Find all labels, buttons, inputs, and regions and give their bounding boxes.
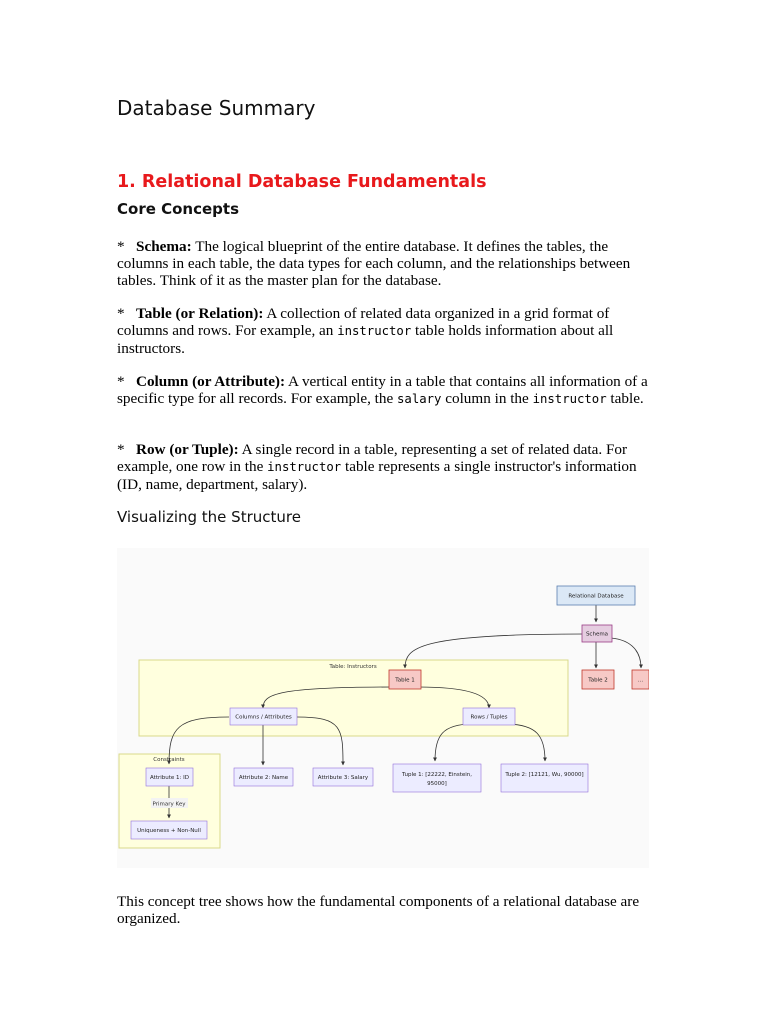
node-label-tuple-2: Tuple 2: [12121, Wu, 90000] [505,772,584,778]
bullet-marker: * [117,441,125,458]
section-heading: 1. Relational Database Fundamentals [117,172,487,192]
node-label-table-1: Table 1 [395,677,415,684]
code-term: salary [397,392,442,406]
concept-term: Table (or Relation): [136,305,264,322]
node-label-tuple-1-line-2: 95000] [427,781,447,787]
concept-text: table. [606,390,644,407]
bullet-marker: * [117,305,125,322]
node-tuple-2 [501,764,588,792]
concept-term: Schema: [136,238,192,255]
code-term: instructor [532,392,607,406]
concept-row [117,441,657,493]
node-tuple-1 [393,764,481,792]
node-label-tuple-1-line-1: Tuple 1: [22222, Einstein, [401,772,473,778]
node-label-ellipsis: ... [637,677,644,684]
concept-text: table holds information about all instructors. [117,322,614,357]
visualizing-heading: Visualizing the Structure [117,508,301,526]
concept-term: Row (or Tuple): [136,441,239,458]
node-label-uniqueness: Uniqueness + Non-Null [137,828,201,834]
concept-table [117,305,657,357]
concept-text: column in the [441,390,533,407]
node-label-columns: Columns / Attributes [235,714,292,721]
concept-text: A vertical entity in a table that contains all information of a specific type for all records. For example, the [117,373,648,407]
bullet-marker: * [117,238,125,255]
document-title: Database Summary [117,96,316,120]
node-label-attribute-1: Attribute 1: ID [150,775,189,781]
diagram-caption: This concept tree shows how the fundamental components of a relational database are organized. [117,893,640,927]
group-label-constraints: Constraints [153,757,185,763]
concept-column [117,373,657,408]
concept-text: A collection of related data organized in a grid format of columns and rows. For example, an [117,305,610,339]
bullet-marker: * [117,373,125,390]
concept-tree-diagram [117,548,649,868]
concept-text: The logical blueprint of the entire database. It defines the tables, the columns in each table, the data types for each column, and the relationships between tables. Think of it as the master plan for the database. [117,238,631,289]
node-label-attribute-3: Attribute 3: Salary [317,775,369,781]
code-term: instructor [267,460,342,474]
concept-text: A single record in a table, representing a set of related data. For example, one row in the [117,441,628,475]
group-label-table-instructors: Table: Instructors [329,664,377,670]
core-concepts-heading: Core Concepts [117,200,239,218]
concept-text: table represents a single instructor's information (ID, name, department, salary). [117,458,637,493]
node-label-schema: Schema [585,631,609,638]
concept-term: Column (or Attribute): [136,373,286,390]
node-label-rows: Rows / Tuples [470,714,508,721]
edge-label-primary-key: Primary Key [152,801,186,808]
node-label-relational-database: Relational Database [568,593,624,600]
node-label-table-2: Table 2 [588,677,608,684]
code-term: instructor [337,324,412,338]
node-label-attribute-2: Attribute 2: Name [238,775,289,781]
concept-schema [117,238,657,289]
